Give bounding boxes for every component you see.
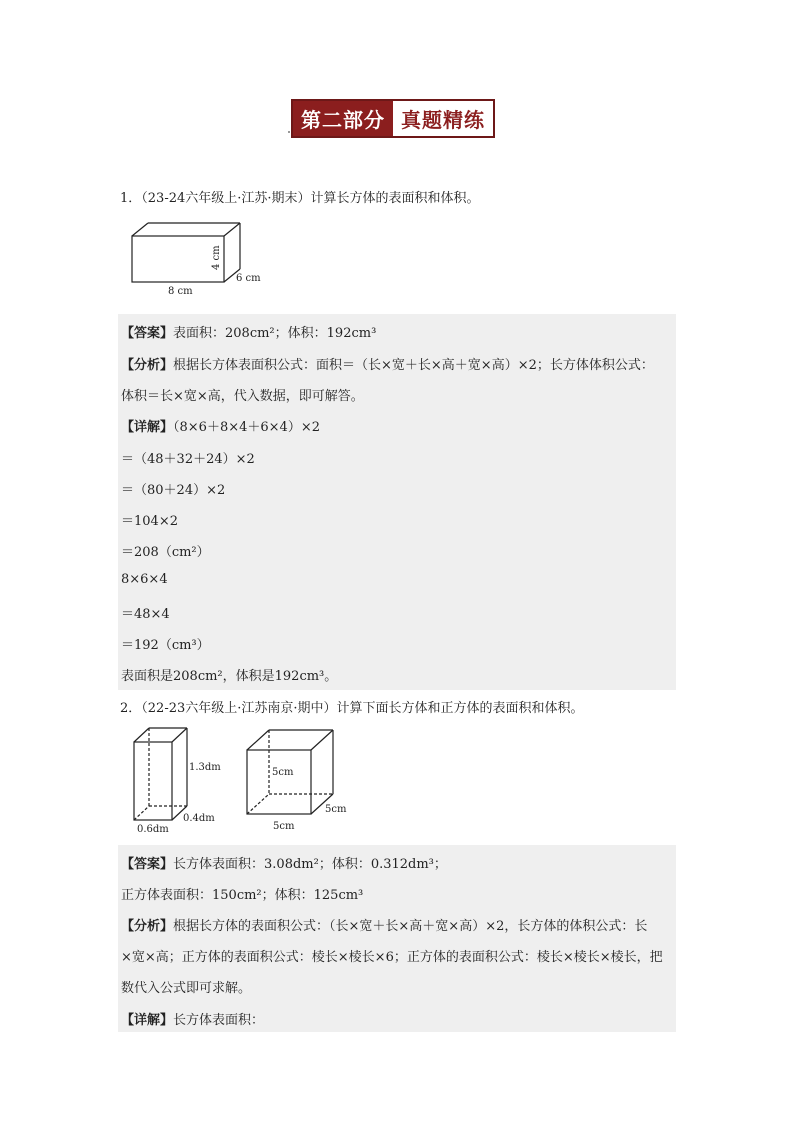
q1-detail-tag: 【详解】: [121, 420, 174, 435]
q1-step-6: ＝48×4: [121, 607, 170, 622]
q1-analysis-1: 根据长方体表面积公式：面积＝（长×宽＋长×高＋宽×高）×2；长方体体积公式：: [173, 358, 654, 373]
q1-answer: 表面积：208cm²；体积：192cm³: [173, 326, 377, 341]
q1-length-label: 8 cm: [168, 286, 193, 297]
q2-analysis-line-1: [121, 915, 647, 934]
q2-cube-length-label: 5cm: [273, 821, 295, 832]
q1-analysis-tag: 【分析】: [121, 358, 174, 373]
section-title-part2: 真题精练: [393, 101, 493, 136]
q1-analysis-line-1: [121, 354, 654, 373]
q1-answer-line: [121, 322, 376, 341]
q2-solution-box: [118, 845, 676, 1032]
section-title-part1: 第二部分: [293, 101, 393, 136]
q2-detail-line: [121, 1009, 264, 1028]
q1-step-2: ＝（80＋24）×2: [121, 483, 226, 498]
q1-step-3: ＝104×2: [121, 514, 178, 529]
q2-rect-height-label: 1.3dm: [189, 762, 221, 773]
q2-answer-1: 长方体表面积：3.08dm²；体积：0.312dm³；: [173, 857, 447, 872]
q2-analysis-1: 根据长方体的表面积公式：（长×宽＋长×高＋宽×高）×2，长方体的体积公式：长: [173, 919, 648, 934]
q1-analysis-2: 体积＝长×宽×高，代入数据，即可解答。: [121, 389, 364, 404]
q2-analysis-3: 数代入公式即可求解。: [121, 981, 252, 996]
q1-stem: 1．（23-24六年级上·江苏·期末）计算长方体的表面积和体积。: [120, 191, 480, 206]
q2-analysis-tag: 【分析】: [121, 919, 174, 934]
q1-height-label: 4 cm: [211, 245, 222, 270]
q2-rect-width-label: 0.4dm: [183, 813, 215, 824]
q1-detail-line: [121, 416, 320, 435]
q2-rect-length-label: 0.6dm: [137, 824, 169, 835]
q1-step-7: ＝192（cm³）: [121, 638, 210, 653]
q1-step-4: ＝208（cm²）: [121, 545, 210, 560]
q2-cube-depth-label: 5cm: [325, 804, 347, 815]
q2-stem: 2．（22-23六年级上·江苏南京·期中）计算下面长方体和正方体的表面积和体积。: [120, 701, 584, 716]
q1-step-1: ＝（48＋32＋24）×2: [121, 452, 255, 467]
q2-answer-2: 正方体表面积：150cm²；体积：125cm³: [121, 888, 364, 903]
q2-detail-1: 长方体表面积：: [173, 1013, 265, 1028]
q1-step-5: 8×6×4: [121, 572, 168, 587]
section-title: [291, 99, 495, 138]
q2-detail-tag: 【详解】: [121, 1013, 174, 1028]
q1-cuboid-figure: [118, 218, 278, 300]
decorative-dot: [288, 131, 290, 133]
q1-width-label: 6 cm: [236, 273, 261, 284]
q2-answer-tag: 【答案】: [121, 857, 174, 872]
q2-figures: [125, 722, 355, 837]
q2-answer-line-1: [121, 853, 447, 872]
q2-cube-height-label: 5cm: [272, 767, 294, 778]
q2-analysis-2: ×宽×高；正方体的表面积公式：棱长×棱长×6；正方体的表面积公式：棱长×棱长×棱长，把: [121, 950, 663, 965]
q1-step-0: （8×6＋8×4＋6×4）×2: [173, 420, 320, 435]
q1-step-8: 表面积是208cm²，体积是192cm³。: [121, 669, 338, 684]
q1-answer-tag: 【答案】: [121, 326, 174, 341]
